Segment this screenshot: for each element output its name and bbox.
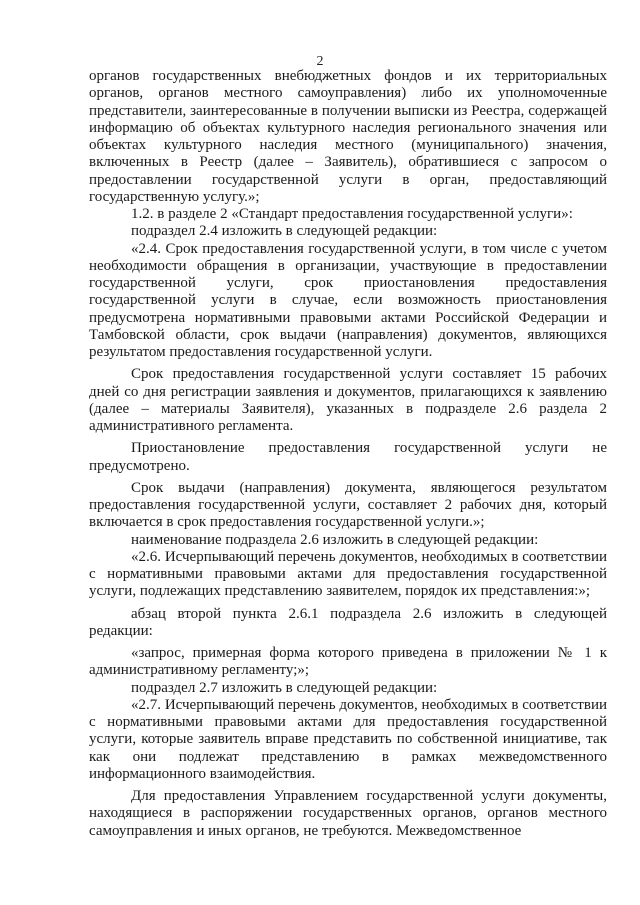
paragraph-request-form: «запрос, примерная форма которого приведена в приложении № 1 к административному регламенту;»; (89, 645, 607, 679)
paragraph-subsection-2-6-text: «2.6. Исчерпывающий перечень документов, необходимых в соответствии с нормативными правовыми актами для предоставления государственной услуги, подлежащих представлению заявителем, порядок их представления:»; (89, 548, 607, 600)
paragraph-subsection-2-7-text: «2.7. Исчерпывающий перечень документов, необходимых в соответствии с нормативными правовыми актами для предоставления государственной услуги, которые заявитель вправе представить по собственной инициативе, так как они подлежат представлению в рамках межведомственного информационного взаимодействия. (89, 696, 607, 782)
paragraph-clause-2-6-1-intro: абзац второй пункта 2.6.1 подраздела 2.6 изложить в следующей редакции: (89, 605, 607, 639)
paragraph-subsection-2-6-name-intro: наименование подраздела 2.6 изложить в следующей редакции: (131, 531, 539, 548)
paragraph-applicants-continued: органов государственных внебюджетных фондов и их территориальных органов, органов местного самоуправления) либо их уполномоченные представители, заинтересованные в получении выписки из Реестра, содержащей информацию об объектах культурного наследия регионального значения или объектах культурного наследия местного (муниципального) значения, включенных в Реестр (далее – Заявитель), обратившиеся с запросом о предоставлении государственной услуги в орган, предоставляющий государственную услугу.»; (89, 68, 607, 205)
paragraph-subsection-2-7-intro: подраздел 2.7 изложить в следующей редакции: (131, 679, 438, 696)
paragraph-subsection-2-4-text: «2.4. Срок предоставления государственной услуги, в том числе с учетом необходимости обращения в организации, участвующие в предоставлении государственной услуги, срок приостановления предоставления государственной услуги в случае, если возможность приостановления предусмотрена нормативными правовыми актами Российской Федерации и Тамбовской области, срок выдачи (направления) документов, являющихся результатом предоставления государственной услуги. (89, 240, 607, 360)
paragraph-suspension: Приостановление предоставления государственной услуги не предусмотрено. (89, 440, 607, 474)
paragraph-item-1-2: 1.2. в разделе 2 «Стандарт предоставления государственной услуги»: (131, 206, 573, 222)
paragraph-issue-term: Срок выдачи (направления) документа, являющегося результатом предоставления государственной услуги, составляет 2 рабочих дня, который включается в срок предоставления государственной услуги.»; (89, 479, 607, 531)
paragraph-subsection-2-4-intro: подраздел 2.4 изложить в следующей редакции: (131, 223, 438, 240)
paragraph-service-term: Срок предоставления государственной услуги составляет 15 рабочих дней со дня регистрации заявления и документов, прилагающихся к заявлению (далее – материалы Заявителя), указанных в подразделе 2.6 раздела 2 административного регламента. (89, 366, 607, 434)
paragraph-documents-not-required: Для предоставления Управлением государственной услуги документы, находящиеся в распоряжении государственных органов, органов местного самоуправления и иных органов, не требуются. Межведомственное (89, 788, 607, 839)
document-body (89, 68, 607, 840)
page-number: 2 (316, 54, 324, 69)
